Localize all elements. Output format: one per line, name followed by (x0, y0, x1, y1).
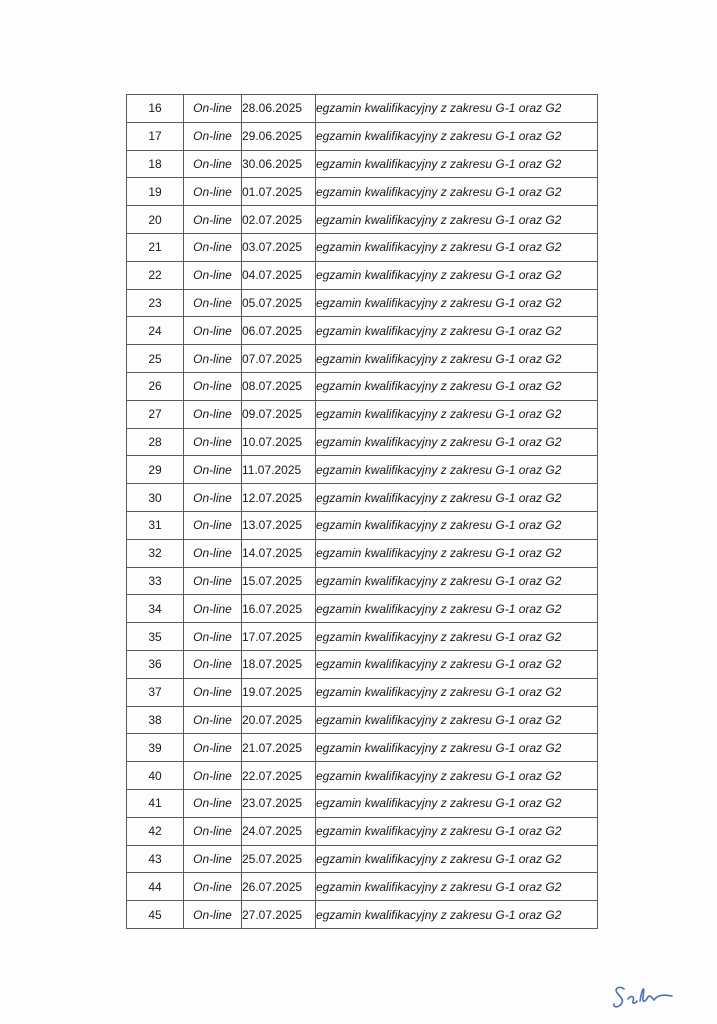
exam-date-cell: 07.07.2025 (242, 345, 316, 373)
exam-mode-cell: On-line (184, 595, 242, 623)
row-number-cell: 31 (127, 511, 184, 539)
exam-description-cell: egzamin kwalifikacyjny z zakresu G-1 oraz G2 (316, 678, 598, 706)
exam-date-cell: 17.07.2025 (242, 623, 316, 651)
exam-date-cell: 19.07.2025 (242, 678, 316, 706)
exam-description-cell: egzamin kwalifikacyjny z zakresu G-1 oraz G2 (316, 233, 598, 261)
table-row (127, 400, 598, 428)
exam-mode-cell: On-line (184, 456, 242, 484)
exam-mode-cell: On-line (184, 734, 242, 762)
exam-mode-cell: On-line (184, 233, 242, 261)
exam-description-cell: egzamin kwalifikacyjny z zakresu G-1 oraz G2 (316, 817, 598, 845)
row-number-cell: 20 (127, 206, 184, 234)
exam-description-cell: egzamin kwalifikacyjny z zakresu G-1 oraz G2 (316, 789, 598, 817)
table-row (127, 595, 598, 623)
table-row (127, 261, 598, 289)
exam-date-cell: 09.07.2025 (242, 400, 316, 428)
row-number-cell: 44 (127, 873, 184, 901)
exam-mode-cell: On-line (184, 428, 242, 456)
exam-mode-cell: On-line (184, 539, 242, 567)
exam-date-cell: 29.06.2025 (242, 122, 316, 150)
exam-mode-cell: On-line (184, 762, 242, 790)
row-number-cell: 34 (127, 595, 184, 623)
table-row (127, 650, 598, 678)
exam-date-cell: 03.07.2025 (242, 233, 316, 261)
table-row (127, 206, 598, 234)
exam-mode-cell: On-line (184, 95, 242, 123)
exam-date-cell: 13.07.2025 (242, 511, 316, 539)
table-row (127, 150, 598, 178)
exam-date-cell: 23.07.2025 (242, 789, 316, 817)
exam-date-cell: 06.07.2025 (242, 317, 316, 345)
exam-mode-cell: On-line (184, 178, 242, 206)
exam-description-cell: egzamin kwalifikacyjny z zakresu G-1 oraz G2 (316, 623, 598, 651)
exam-mode-cell: On-line (184, 484, 242, 512)
exam-mode-cell: On-line (184, 567, 242, 595)
table-row (127, 178, 598, 206)
exam-description-cell: egzamin kwalifikacyjny z zakresu G-1 oraz G2 (316, 372, 598, 400)
exam-mode-cell: On-line (184, 623, 242, 651)
exam-date-cell: 11.07.2025 (242, 456, 316, 484)
exam-date-cell: 02.07.2025 (242, 206, 316, 234)
exam-date-cell: 05.07.2025 (242, 289, 316, 317)
exam-mode-cell: On-line (184, 678, 242, 706)
exam-date-cell: 26.07.2025 (242, 873, 316, 901)
row-number-cell: 17 (127, 122, 184, 150)
exam-description-cell: egzamin kwalifikacyjny z zakresu G-1 oraz G2 (316, 178, 598, 206)
row-number-cell: 40 (127, 762, 184, 790)
exam-description-cell: egzamin kwalifikacyjny z zakresu G-1 oraz G2 (316, 539, 598, 567)
row-number-cell: 32 (127, 539, 184, 567)
exam-mode-cell: On-line (184, 789, 242, 817)
exam-description-cell: egzamin kwalifikacyjny z zakresu G-1 oraz G2 (316, 317, 598, 345)
table-row (127, 372, 598, 400)
exam-date-cell: 08.07.2025 (242, 372, 316, 400)
table-row (127, 345, 598, 373)
table-row (127, 789, 598, 817)
row-number-cell: 28 (127, 428, 184, 456)
exam-description-cell: egzamin kwalifikacyjny z zakresu G-1 oraz G2 (316, 511, 598, 539)
row-number-cell: 22 (127, 261, 184, 289)
exam-mode-cell: On-line (184, 150, 242, 178)
row-number-cell: 41 (127, 789, 184, 817)
exam-mode-cell: On-line (184, 511, 242, 539)
exam-description-cell: egzamin kwalifikacyjny z zakresu G-1 oraz G2 (316, 289, 598, 317)
exam-description-cell: egzamin kwalifikacyjny z zakresu G-1 oraz G2 (316, 762, 598, 790)
row-number-cell: 43 (127, 845, 184, 873)
row-number-cell: 24 (127, 317, 184, 345)
exam-mode-cell: On-line (184, 845, 242, 873)
exam-description-cell: egzamin kwalifikacyjny z zakresu G-1 oraz G2 (316, 567, 598, 595)
row-number-cell: 27 (127, 400, 184, 428)
row-number-cell: 26 (127, 372, 184, 400)
table-row (127, 678, 598, 706)
exam-date-cell: 22.07.2025 (242, 762, 316, 790)
table-row (127, 428, 598, 456)
exam-description-cell: egzamin kwalifikacyjny z zakresu G-1 oraz G2 (316, 95, 598, 123)
exam-description-cell: egzamin kwalifikacyjny z zakresu G-1 oraz G2 (316, 400, 598, 428)
table-row (127, 817, 598, 845)
row-number-cell: 37 (127, 678, 184, 706)
row-number-cell: 36 (127, 650, 184, 678)
row-number-cell: 30 (127, 484, 184, 512)
exam-date-cell: 04.07.2025 (242, 261, 316, 289)
exam-date-cell: 30.06.2025 (242, 150, 316, 178)
row-number-cell: 21 (127, 233, 184, 261)
table-row (127, 233, 598, 261)
exam-date-cell: 15.07.2025 (242, 567, 316, 595)
exam-date-cell: 24.07.2025 (242, 817, 316, 845)
table-row (127, 734, 598, 762)
exam-schedule-table (126, 94, 598, 929)
exam-description-cell: egzamin kwalifikacyjny z zakresu G-1 oraz G2 (316, 595, 598, 623)
exam-mode-cell: On-line (184, 345, 242, 373)
exam-date-cell: 10.07.2025 (242, 428, 316, 456)
exam-date-cell: 20.07.2025 (242, 706, 316, 734)
table-row (127, 317, 598, 345)
table-row (127, 873, 598, 901)
exam-mode-cell: On-line (184, 206, 242, 234)
table-row (127, 901, 598, 929)
row-number-cell: 38 (127, 706, 184, 734)
exam-schedule-body (127, 95, 598, 929)
exam-description-cell: egzamin kwalifikacyjny z zakresu G-1 oraz G2 (316, 706, 598, 734)
table-row (127, 484, 598, 512)
row-number-cell: 23 (127, 289, 184, 317)
row-number-cell: 29 (127, 456, 184, 484)
exam-description-cell: egzamin kwalifikacyjny z zakresu G-1 oraz G2 (316, 150, 598, 178)
exam-mode-cell: On-line (184, 901, 242, 929)
exam-description-cell: egzamin kwalifikacyjny z zakresu G-1 oraz G2 (316, 206, 598, 234)
exam-description-cell: egzamin kwalifikacyjny z zakresu G-1 oraz G2 (316, 873, 598, 901)
row-number-cell: 35 (127, 623, 184, 651)
exam-date-cell: 12.07.2025 (242, 484, 316, 512)
table-row (127, 456, 598, 484)
exam-description-cell: egzamin kwalifikacyjny z zakresu G-1 oraz G2 (316, 484, 598, 512)
exam-description-cell: egzamin kwalifikacyjny z zakresu G-1 oraz G2 (316, 845, 598, 873)
exam-mode-cell: On-line (184, 372, 242, 400)
exam-description-cell: egzamin kwalifikacyjny z zakresu G-1 oraz G2 (316, 261, 598, 289)
exam-description-cell: egzamin kwalifikacyjny z zakresu G-1 oraz G2 (316, 428, 598, 456)
table-row (127, 539, 598, 567)
exam-mode-cell: On-line (184, 317, 242, 345)
exam-date-cell: 27.07.2025 (242, 901, 316, 929)
exam-date-cell: 18.07.2025 (242, 650, 316, 678)
exam-description-cell: egzamin kwalifikacyjny z zakresu G-1 oraz G2 (316, 901, 598, 929)
exam-date-cell: 28.06.2025 (242, 95, 316, 123)
table-row (127, 511, 598, 539)
handwritten-signature (610, 975, 680, 1015)
exam-mode-cell: On-line (184, 873, 242, 901)
exam-description-cell: egzamin kwalifikacyjny z zakresu G-1 oraz G2 (316, 734, 598, 762)
row-number-cell: 25 (127, 345, 184, 373)
table-row (127, 122, 598, 150)
table-row (127, 567, 598, 595)
exam-mode-cell: On-line (184, 817, 242, 845)
table-row (127, 706, 598, 734)
row-number-cell: 18 (127, 150, 184, 178)
row-number-cell: 39 (127, 734, 184, 762)
table-row (127, 95, 598, 123)
exam-description-cell: egzamin kwalifikacyjny z zakresu G-1 oraz G2 (316, 650, 598, 678)
row-number-cell: 16 (127, 95, 184, 123)
exam-mode-cell: On-line (184, 261, 242, 289)
exam-mode-cell: On-line (184, 706, 242, 734)
exam-date-cell: 16.07.2025 (242, 595, 316, 623)
exam-date-cell: 21.07.2025 (242, 734, 316, 762)
table-row (127, 289, 598, 317)
table-row (127, 623, 598, 651)
row-number-cell: 45 (127, 901, 184, 929)
table-row (127, 845, 598, 873)
exam-mode-cell: On-line (184, 400, 242, 428)
exam-description-cell: egzamin kwalifikacyjny z zakresu G-1 oraz G2 (316, 122, 598, 150)
exam-mode-cell: On-line (184, 289, 242, 317)
exam-mode-cell: On-line (184, 650, 242, 678)
exam-date-cell: 01.07.2025 (242, 178, 316, 206)
row-number-cell: 33 (127, 567, 184, 595)
table-row (127, 762, 598, 790)
row-number-cell: 42 (127, 817, 184, 845)
exam-mode-cell: On-line (184, 122, 242, 150)
exam-description-cell: egzamin kwalifikacyjny z zakresu G-1 oraz G2 (316, 345, 598, 373)
exam-description-cell: egzamin kwalifikacyjny z zakresu G-1 oraz G2 (316, 456, 598, 484)
exam-date-cell: 25.07.2025 (242, 845, 316, 873)
exam-date-cell: 14.07.2025 (242, 539, 316, 567)
row-number-cell: 19 (127, 178, 184, 206)
